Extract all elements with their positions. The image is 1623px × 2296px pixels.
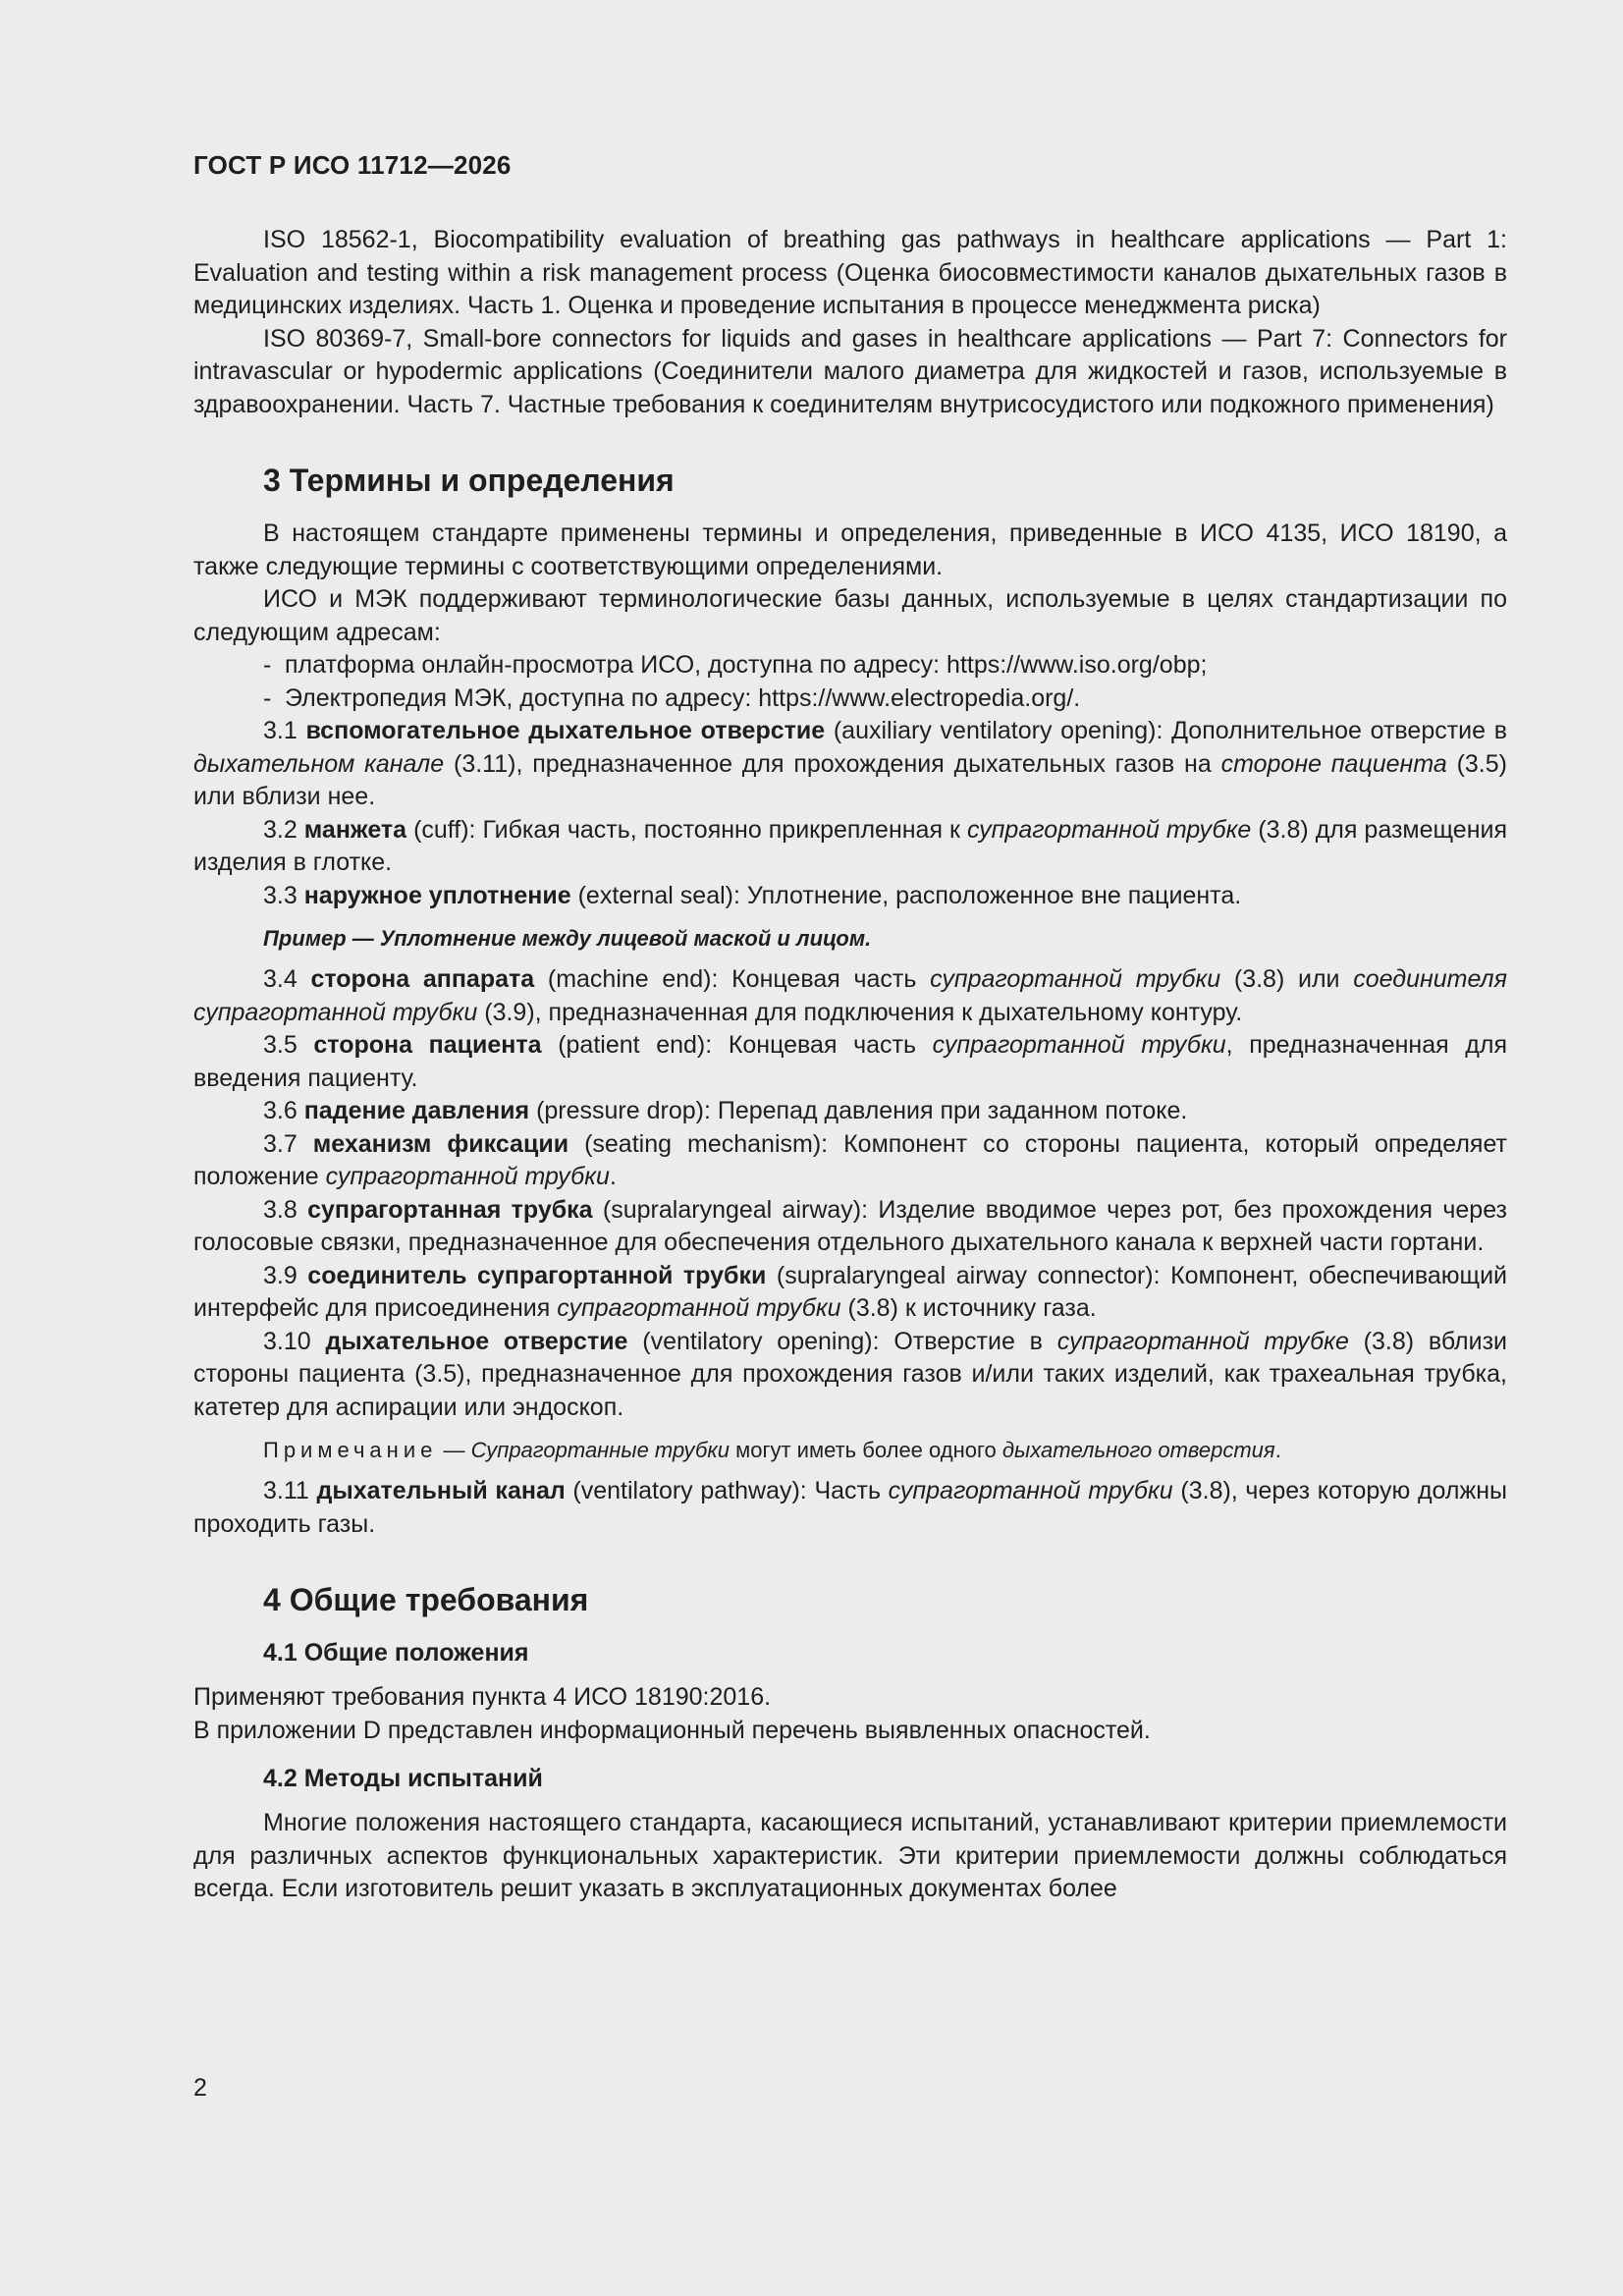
example-note: Пример — Уплотнение между лицевой маской и лицом. bbox=[263, 926, 872, 951]
list-item: - Электропедия МЭК, доступна по адресу: https://www.electropedia.org/. bbox=[263, 683, 1081, 712]
section-title: 4 Общие требования bbox=[263, 1582, 589, 1617]
reference-item: ISO 80369-7, Small-bore connectors for liquids and gases in healthcare applications — Part 7: Connectors for intravascular or hypodermic applications (Соединители малого диаметра для жидкостей и газов, используемые в здравоохранении. Часть 7. Частные требования к соединителям внутрисосудистого или подкожного применения) bbox=[193, 324, 1507, 418]
term-3-1: 3.1 вспомогательное дыхательное отверстие (auxiliary ventilatory opening): Дополнительное отверстие в дыхательном канале (3.11), предназначенное для прохождения дыхательных газов на стороне пациента (3.5) или вблизи нее. bbox=[193, 717, 1508, 810]
term-3-11: 3.11 дыхательный канал (ventilatory pathway): Часть супрагортанной трубки (3.8), через которую должны проходить газы. bbox=[193, 1477, 1508, 1538]
term-3-4: 3.4 сторона аппарата (machine end): Концевая часть супрагортанной трубки (3.8) или соединителя супрагортанной трубки (3.9), предназначенная для подключения к дыхательному контуру. bbox=[193, 965, 1508, 1026]
list-item: - платформа онлайн-просмотра ИСО, доступна по адресу: https://www.iso.org/obp; bbox=[263, 651, 1208, 679]
paragraph: В приложении D представлен информационный перечень выявленных опасностей. bbox=[193, 1716, 1151, 1744]
section-title: 3 Термины и определения bbox=[263, 463, 675, 498]
note: Примечание — Супрагортанные трубки могут иметь более одного дыхательного отверстия. bbox=[263, 1438, 1281, 1462]
subsection-title: 4.2 Методы испытаний bbox=[263, 1765, 543, 1792]
document-header: ГОСТ Р ИСО 11712—2026 bbox=[193, 150, 512, 180]
paragraph: В настоящем стандарте применены термины и определения, приведенные в ИСО 4135, ИСО 18190, а также следующие термины с соответствующими определениями. bbox=[193, 519, 1507, 580]
term-3-2: 3.2 манжета (cuff): Гибкая часть, постоянно прикрепленная к супрагортанной трубке (3.8) для размещения изделия в глотке. bbox=[193, 815, 1508, 876]
page-number: 2 bbox=[193, 2074, 207, 2102]
reference-item: ISO 18562-1, Biocompatibility evaluation of breathing gas pathways in healthcare applications — Part 1: Evaluation and testing within a risk management process (Оценка биосовместимости каналов дыхательных газов в медицинских изделиях. Часть 1. Оценка и проведение испытания в процессе менеджмента риска) bbox=[193, 226, 1507, 319]
paragraph: Применяют требования пункта 4 ИСО 18190:2016. bbox=[193, 1683, 772, 1711]
term-3-6: 3.6 падение давления (pressure drop): Перепад давления при заданном потоке. bbox=[263, 1097, 1188, 1124]
paragraph: Многие положения настоящего стандарта, касающиеся испытаний, устанавливают критерии приемлемости для различных аспектов функциональных характеристик. Эти критерии приемлемости должны соблюдаться всегда. Если изготовитель решит указать в эксплуатационных документах более bbox=[193, 1809, 1507, 1902]
term-3-7: 3.7 механизм фиксации (seating mechanism): Компонент со стороны пациента, который определяет положение супрагортанной трубки. bbox=[193, 1129, 1507, 1190]
document-content bbox=[193, 224, 1507, 1906]
subsection-title: 4.1 Общие положения bbox=[263, 1639, 529, 1667]
term-3-5: 3.5 сторона пациента (patient end): Концевая часть супрагортанной трубки, предназначенная для введения пациенту. bbox=[193, 1031, 1507, 1092]
term-3-8: 3.8 супрагортанная трубка (supralaryngeal airway): Изделие вводимое через рот, без прохождения через голосовые связки, предназначенное для обеспечения отдельного дыхательного канала к верхней части гортани. bbox=[193, 1195, 1508, 1256]
term-3-9: 3.9 соединитель супрагортанной трубки (supralaryngeal airway connector): Компонент, обеспечивающий интерфейс для присоединения супрагортанной трубки (3.8) к источнику газа. bbox=[193, 1261, 1507, 1322]
term-3-10: 3.10 дыхательное отверстие (ventilatory opening): Отверстие в супрагортанной трубке (3.8) вблизи стороны пациента (3.5), предназначенное для прохождения газов и/или таких изделий, как трахеальная трубка, катетер для аспирации или эндоскоп. bbox=[193, 1327, 1508, 1421]
paragraph: ИСО и МЭК поддерживают терминологические базы данных, используемые в целях стандартизации по следующим адресам: bbox=[193, 585, 1507, 646]
term-3-3: 3.3 наружное уплотнение (external seal): Уплотнение, расположенное вне пациента. bbox=[263, 881, 1242, 909]
